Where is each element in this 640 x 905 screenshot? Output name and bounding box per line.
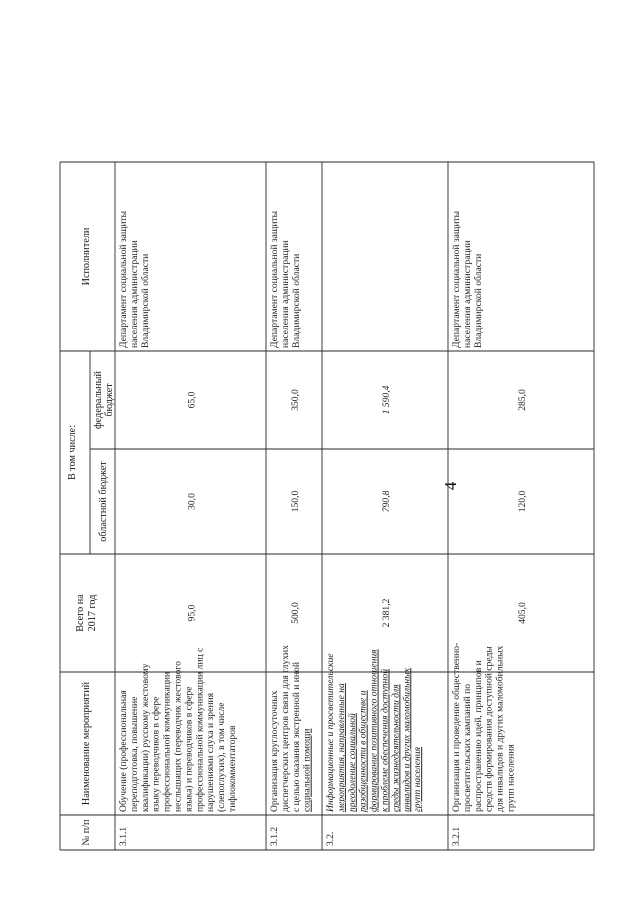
- row-title: Обучение (профессиональная: [118, 690, 129, 812]
- row-number: 3.1.2: [269, 826, 280, 846]
- row-title: с целью оказания экстренной и иной: [290, 662, 302, 812]
- row-regional-budget: 120,0: [517, 490, 528, 513]
- row-title: Организация круглосуточных: [269, 690, 280, 812]
- row-title: диспетчерских центров связи для глухих: [279, 645, 291, 812]
- header-number: № п/п: [81, 819, 92, 846]
- row-title: просветительских кампаний по: [461, 683, 473, 812]
- row-title: квалификации) русскому жестовому: [139, 663, 151, 812]
- header-federal-budget: федеральный: [93, 371, 104, 429]
- row-number: 3.2.1: [451, 826, 462, 846]
- row-title: Организация и проведение общественно-: [451, 642, 462, 812]
- header-executors: Исполнители: [81, 227, 92, 286]
- row-title: групп населения: [505, 744, 517, 812]
- row-title: языка) и переводчиков в сфере: [183, 686, 195, 812]
- row-executor: населения администрации: [128, 240, 140, 348]
- row-federal-budget: 1 590,4: [381, 385, 392, 415]
- row-total-2017: 95,0: [186, 604, 198, 622]
- row-title: распространению идей, принципов и: [472, 660, 484, 812]
- row-title: формирование позитивного отношения: [368, 649, 380, 812]
- row-title: инвалидов и других маломобильных: [401, 668, 413, 812]
- row-title: неслышащих (переводчик жестового: [172, 661, 184, 812]
- row-title: языку переводчиков в сфере: [150, 696, 162, 812]
- row-executor: Владимирской области: [139, 253, 151, 348]
- row-executor: Департамент социальной защиты: [451, 210, 462, 348]
- row-federal-budget: 285,0: [517, 389, 528, 411]
- row-title: средств формирования доступной среды: [483, 646, 495, 812]
- header-including: В том числе:: [67, 424, 78, 481]
- row-executor: населения администрации: [461, 240, 473, 348]
- row-total-2017: 405,0: [517, 602, 528, 624]
- row-executor: Владимирской области: [290, 253, 302, 348]
- row-title: к проблеме обеспечения доступной: [379, 668, 391, 812]
- row-title: для инвалидов и других маломобильных: [494, 645, 506, 812]
- row-title: групп населения: [412, 746, 424, 812]
- row-executor: Владимирской области: [472, 253, 484, 348]
- row-federal-budget: 65,0: [186, 391, 198, 409]
- row-regional-budget: 150,0: [290, 490, 301, 513]
- row-executor: Департамент социальной защиты: [269, 210, 280, 348]
- row-executor: населения администрации: [279, 240, 291, 348]
- row-regional-budget: 790,8: [381, 490, 392, 513]
- row-title: среды жизнедеятельности для: [390, 684, 402, 812]
- row-number: 3.1.1: [118, 826, 129, 846]
- row-title: (слепоглухих), в том числе: [216, 702, 228, 812]
- row-total-2017: 2 381,2: [381, 598, 392, 628]
- header-total: 2017 год: [87, 594, 98, 632]
- header-regional-budget: областной бюджет: [98, 461, 109, 542]
- row-title: социальной помощи: [301, 728, 313, 812]
- row-total-2017: 500,0: [290, 602, 301, 624]
- header-name: Наименование мероприятий: [81, 681, 92, 806]
- row-title: профессиональной коммуникации: [161, 671, 173, 812]
- row-number: 3.2.: [325, 831, 336, 846]
- row-regional-budget: 30,0: [186, 493, 198, 510]
- budget-table: [60, 162, 594, 850]
- row-title: Информационные и просветительские: [325, 653, 336, 812]
- row-title: преодоление социальной: [346, 713, 358, 812]
- row-title: профессиональной коммуникации лиц с: [194, 647, 206, 812]
- header-federal-budget: бюджет: [104, 383, 115, 417]
- row-executor: Департамент социальной защиты: [118, 210, 129, 348]
- row-title: переподготовка, повышение: [128, 696, 140, 812]
- header-total: Всего на: [75, 594, 86, 632]
- row-title: нарушениями слуха и зрения: [205, 692, 217, 812]
- row-title: мероприятия, направленные на: [335, 683, 347, 812]
- row-title: разобщенности в обществе и: [357, 690, 369, 812]
- row-title: тифлокомментаторов: [227, 725, 238, 812]
- row-federal-budget: 350,0: [290, 389, 301, 411]
- page-number: 4: [441, 481, 460, 491]
